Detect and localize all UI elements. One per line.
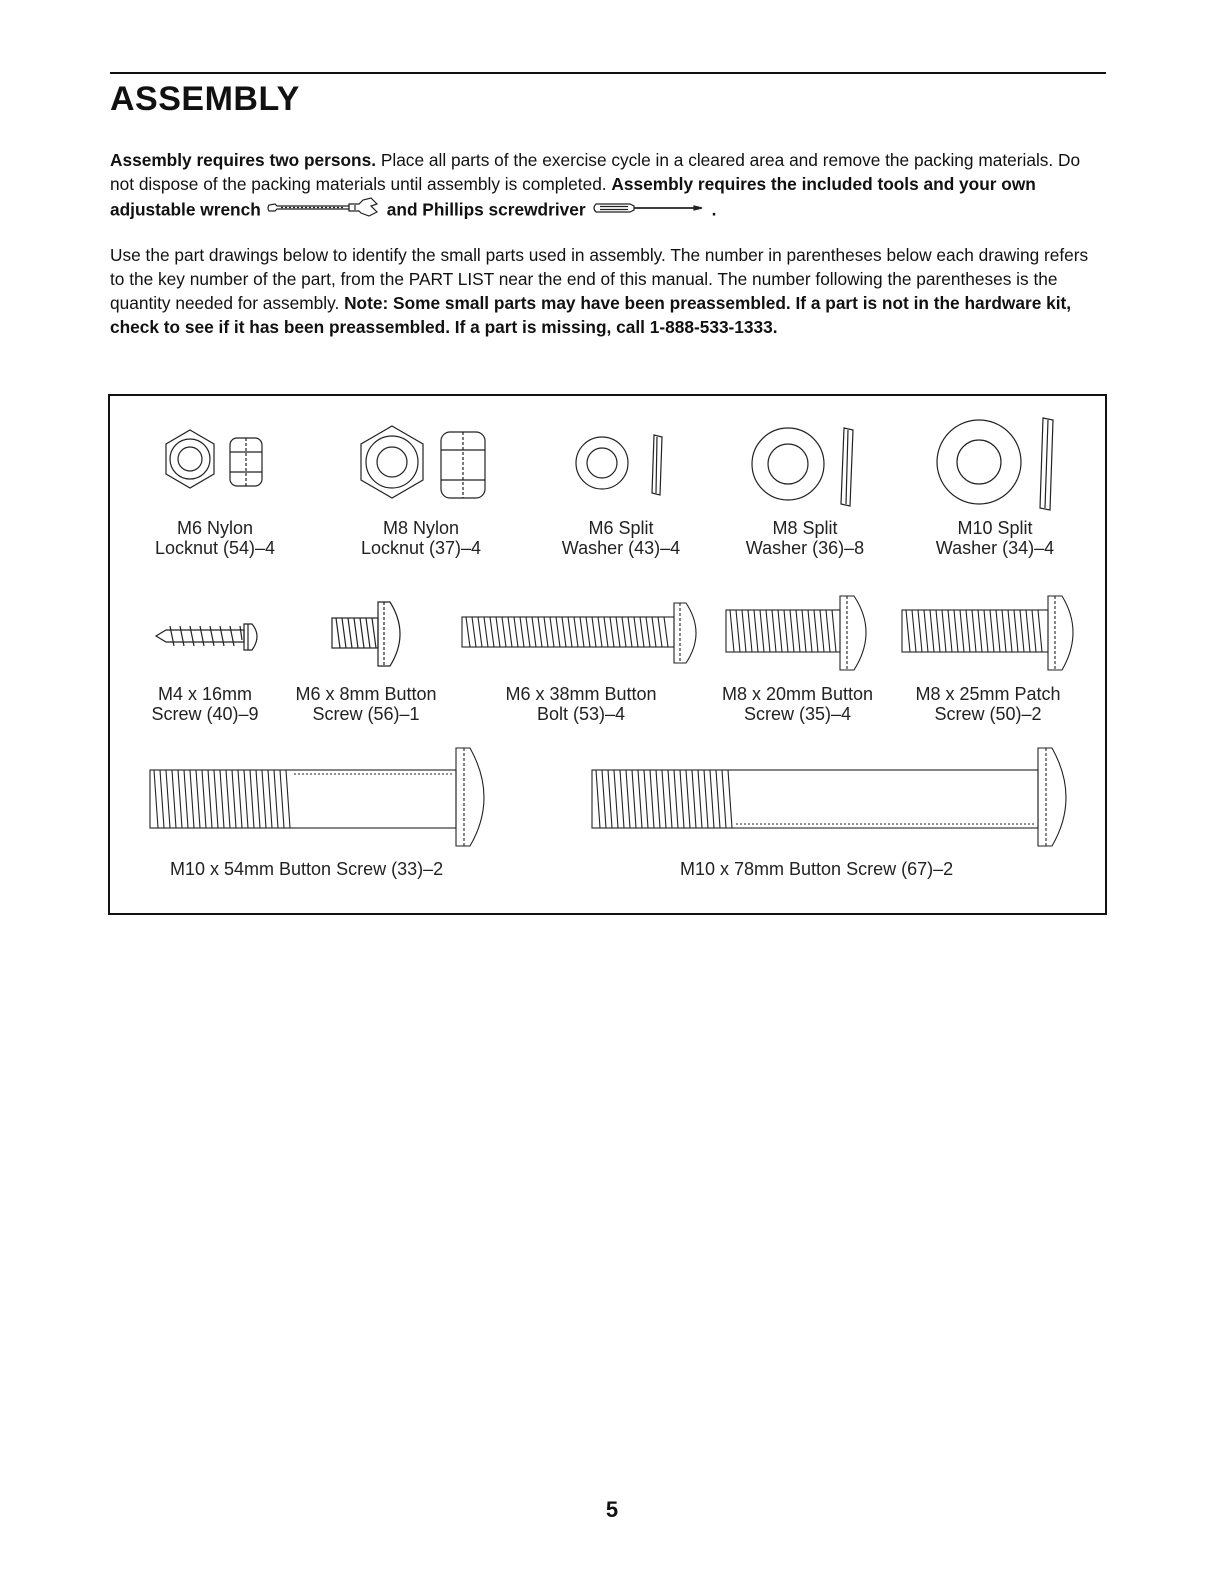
- intro-bold-persons: Assembly requires two persons.: [110, 150, 377, 170]
- page-number: 5: [605, 1497, 619, 1522]
- part-label: M6 x 38mm Button Bolt (53)–4: [505, 684, 657, 724]
- parts-box: [108, 394, 1107, 915]
- page-title: ASSEMBLY: [110, 80, 300, 118]
- part-label: M8 x 25mm Patch Screw (50)–2: [915, 684, 1061, 724]
- wrench-icon: [265, 196, 383, 226]
- part-label: M10 Split Washer (34)–4: [935, 518, 1055, 558]
- intro-bold-screwdriver: and Phillips screwdriver: [386, 199, 586, 220]
- screwdriver-icon: [590, 198, 708, 224]
- part-label: M6 Split Washer (43)–4: [561, 518, 681, 558]
- instructions-note: Note: Some small parts may have been preassembled. If a part is not in the hardware kit, check to see if it has been preassembled. If a part is missing, call 1-888-533-1333.: [110, 293, 1072, 337]
- part-label: M10 x 54mm Button Screw (33)–2: [170, 859, 444, 879]
- part-label: M6 x 8mm Button Screw (56)–1: [295, 684, 437, 724]
- part-label: M10 x 78mm Button Screw (67)–2: [680, 859, 954, 879]
- part-label: M4 x 16mm Screw (40)–9: [151, 684, 259, 724]
- part-label: M8 x 20mm Button Screw (35)–4: [721, 684, 874, 724]
- intro-text: Place all parts of the exercise cycle in a cleared area and remove the packing materials. Do not dispose of the packing materials until assembly is completed.: [110, 150, 1081, 194]
- intro-end: .: [711, 199, 717, 220]
- intro-bold-tools: Assembly requires the included tools and your own adjustable wrench: [110, 174, 1036, 220]
- part-label: M8 Nylon Locknut (37)–4: [360, 518, 482, 558]
- title-rule: [110, 72, 1106, 74]
- instructions-text: Use the part drawings below to identify the small parts used in assembly. The number in parentheses below each drawing refers to the key number of the part, from the PART LIST near the end of this manual. The number following the parentheses is the quantity needed for assembly.: [110, 245, 1089, 313]
- instructions-paragraph: [110, 243, 1106, 339]
- part-label: M8 Split Washer (36)–8: [745, 518, 865, 558]
- intro-paragraph: [110, 148, 1106, 226]
- part-label: M6 Nylon Locknut (54)–4: [154, 518, 276, 558]
